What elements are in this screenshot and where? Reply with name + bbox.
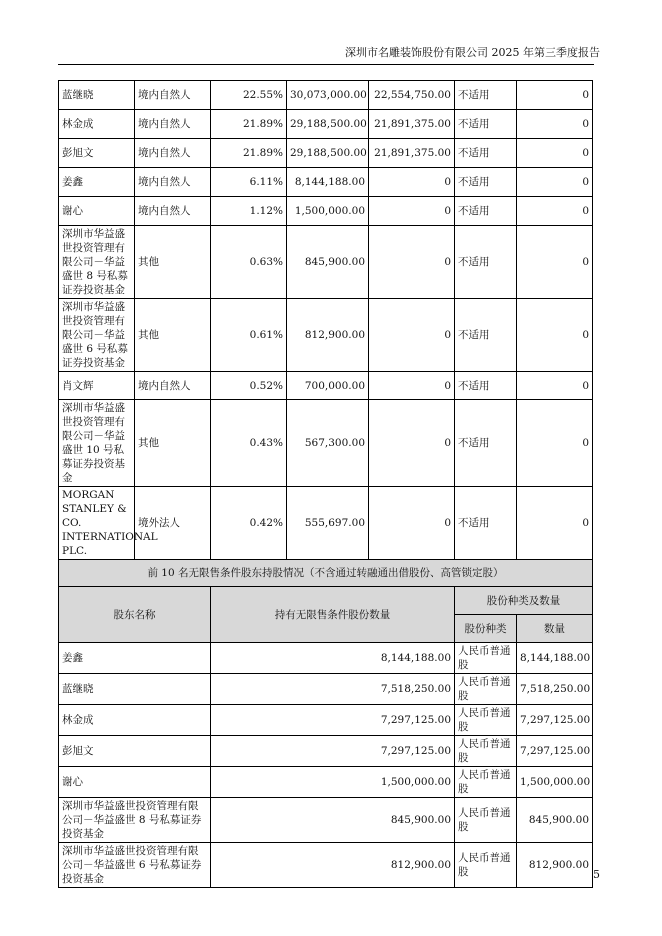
holder-ratio: 21.89% <box>211 139 287 168</box>
holder-restricted: 0 <box>369 197 455 226</box>
share-type: 人民币普通股 <box>455 798 517 843</box>
header-rule <box>58 64 594 65</box>
unrestricted-qty: 7,297,125.00 <box>211 705 455 736</box>
share-type: 人民币普通股 <box>455 843 517 888</box>
share-type: 人民币普通股 <box>455 705 517 736</box>
pledge-qty: 0 <box>517 487 593 560</box>
table-row <box>59 798 593 843</box>
pledge-status: 不适用 <box>455 487 517 560</box>
table-row <box>59 110 593 139</box>
share-amount: 7,297,125.00 <box>517 736 593 767</box>
holder-name: 深圳市华益盛世投资管理有限公司－华益盛世 8 号私募证券投资基金 <box>59 226 135 299</box>
table-row <box>59 643 593 674</box>
holder-restricted: 0 <box>369 299 455 372</box>
holder-nature: 境内自然人 <box>135 168 211 197</box>
holder-shares: 555,697.00 <box>287 487 369 560</box>
table-row <box>59 299 593 372</box>
pledge-qty: 0 <box>517 299 593 372</box>
holder-ratio: 0.43% <box>211 400 287 487</box>
table-row <box>59 197 593 226</box>
holder-name: 肖文辉 <box>59 372 135 400</box>
holder-name: 深圳市华益盛世投资管理有限公司－华益盛世 10 号私募证券投资基金 <box>59 400 135 487</box>
holder-shares: 567,300.00 <box>287 400 369 487</box>
pledge-qty: 0 <box>517 110 593 139</box>
unrestricted-holder-name: 蓝继晓 <box>59 674 211 705</box>
holder-shares: 700,000.00 <box>287 372 369 400</box>
shareholder-table <box>58 80 593 888</box>
holder-nature: 境外法人 <box>135 487 211 560</box>
unrestricted-holder-name: 林金成 <box>59 705 211 736</box>
pledge-qty: 0 <box>517 197 593 226</box>
holder-restricted: 21,891,375.00 <box>369 139 455 168</box>
pledge-status: 不适用 <box>455 299 517 372</box>
share-type: 人民币普通股 <box>455 643 517 674</box>
holder-nature: 境内自然人 <box>135 110 211 139</box>
holder-shares: 8,144,188.00 <box>287 168 369 197</box>
pledge-status: 不适用 <box>455 81 517 110</box>
table-row <box>59 736 593 767</box>
holder-ratio: 21.89% <box>211 110 287 139</box>
holder-ratio: 0.42% <box>211 487 287 560</box>
table-row <box>59 767 593 798</box>
holder-nature: 其他 <box>135 400 211 487</box>
section-title-row <box>59 560 593 587</box>
holder-nature: 其他 <box>135 299 211 372</box>
holder-restricted: 21,891,375.00 <box>369 110 455 139</box>
pledge-qty: 0 <box>517 400 593 487</box>
pledge-qty: 0 <box>517 226 593 299</box>
holder-shares: 845,900.00 <box>287 226 369 299</box>
unrestricted-holder-name: 深圳市华益盛世投资管理有限公司－华益盛世 6 号私募证券投资基金 <box>59 843 211 888</box>
table-row <box>59 705 593 736</box>
table-row <box>59 843 593 888</box>
holder-ratio: 22.55% <box>211 81 287 110</box>
pledge-qty: 0 <box>517 372 593 400</box>
holder-nature: 其他 <box>135 226 211 299</box>
holder-nature: 境内自然人 <box>135 139 211 168</box>
holder-ratio: 0.63% <box>211 226 287 299</box>
table-row <box>59 139 593 168</box>
holder-ratio: 0.61% <box>211 299 287 372</box>
holder-ratio: 0.52% <box>211 372 287 400</box>
unrestricted-holder-name: 深圳市华益盛世投资管理有限公司－华益盛世 8 号私募证券投资基金 <box>59 798 211 843</box>
holder-nature: 境内自然人 <box>135 197 211 226</box>
table-row <box>59 372 593 400</box>
holder-restricted: 0 <box>369 487 455 560</box>
holder-ratio: 6.11% <box>211 168 287 197</box>
holder-shares: 812,900.00 <box>287 299 369 372</box>
column-header-name: 股东名称 <box>59 587 211 643</box>
holder-name: MORGAN STANLEY & CO. INTERNATIONAL PLC. <box>59 487 135 560</box>
column-header-amount: 数量 <box>517 615 593 643</box>
share-type: 人民币普通股 <box>455 767 517 798</box>
share-type: 人民币普通股 <box>455 736 517 767</box>
holder-shares: 30,073,000.00 <box>287 81 369 110</box>
table-row <box>59 487 593 560</box>
unrestricted-holder-name: 谢心 <box>59 767 211 798</box>
section-title: 前 10 名无限售条件股东持股情况（不含通过转融通出借股份、高管锁定股） <box>59 560 593 587</box>
page-header: 深圳市名雕装饰股份有限公司 2025 年第三季度报告 <box>345 46 600 59</box>
holder-restricted: 0 <box>369 226 455 299</box>
pledge-status: 不适用 <box>455 226 517 299</box>
pledge-qty: 0 <box>517 168 593 197</box>
unrestricted-qty: 845,900.00 <box>211 798 455 843</box>
unrestricted-qty: 8,144,188.00 <box>211 643 455 674</box>
holder-restricted: 0 <box>369 168 455 197</box>
unrestricted-qty: 7,518,250.00 <box>211 674 455 705</box>
share-amount: 1,500,000.00 <box>517 767 593 798</box>
column-header-type-group: 股份种类及数量 <box>455 587 593 615</box>
holder-shares: 29,188,500.00 <box>287 139 369 168</box>
unrestricted-qty: 7,297,125.00 <box>211 736 455 767</box>
pledge-status: 不适用 <box>455 372 517 400</box>
holder-name: 林金成 <box>59 110 135 139</box>
table-row <box>59 226 593 299</box>
header-row <box>59 587 593 615</box>
holder-name: 蓝继晓 <box>59 81 135 110</box>
holder-restricted: 0 <box>369 372 455 400</box>
pledge-status: 不适用 <box>455 110 517 139</box>
page-number: 5 <box>593 868 600 881</box>
holder-restricted: 22,554,750.00 <box>369 81 455 110</box>
pledge-status: 不适用 <box>455 139 517 168</box>
pledge-status: 不适用 <box>455 197 517 226</box>
share-amount: 8,144,188.00 <box>517 643 593 674</box>
share-amount: 845,900.00 <box>517 798 593 843</box>
share-amount: 812,900.00 <box>517 843 593 888</box>
share-type: 人民币普通股 <box>455 674 517 705</box>
table-row <box>59 81 593 110</box>
column-header-qty: 持有无限售条件股份数量 <box>211 587 455 643</box>
holder-nature: 境内自然人 <box>135 81 211 110</box>
unrestricted-qty: 1,500,000.00 <box>211 767 455 798</box>
holder-name: 深圳市华益盛世投资管理有限公司－华益盛世 6 号私募证券投资基金 <box>59 299 135 372</box>
pledge-qty: 0 <box>517 81 593 110</box>
holder-nature: 境内自然人 <box>135 372 211 400</box>
unrestricted-holder-name: 姜鑫 <box>59 643 211 674</box>
holder-restricted: 0 <box>369 400 455 487</box>
table-row <box>59 674 593 705</box>
table-row <box>59 400 593 487</box>
pledge-status: 不适用 <box>455 400 517 487</box>
holder-name: 谢心 <box>59 197 135 226</box>
holder-ratio: 1.12% <box>211 197 287 226</box>
share-amount: 7,518,250.00 <box>517 674 593 705</box>
share-amount: 7,297,125.00 <box>517 705 593 736</box>
holder-shares: 29,188,500.00 <box>287 110 369 139</box>
table-row <box>59 168 593 197</box>
pledge-status: 不适用 <box>455 168 517 197</box>
holder-name: 彭旭文 <box>59 139 135 168</box>
column-header-type: 股份种类 <box>455 615 517 643</box>
unrestricted-qty: 812,900.00 <box>211 843 455 888</box>
holder-shares: 1,500,000.00 <box>287 197 369 226</box>
holder-name: 姜鑫 <box>59 168 135 197</box>
unrestricted-holder-name: 彭旭文 <box>59 736 211 767</box>
pledge-qty: 0 <box>517 139 593 168</box>
